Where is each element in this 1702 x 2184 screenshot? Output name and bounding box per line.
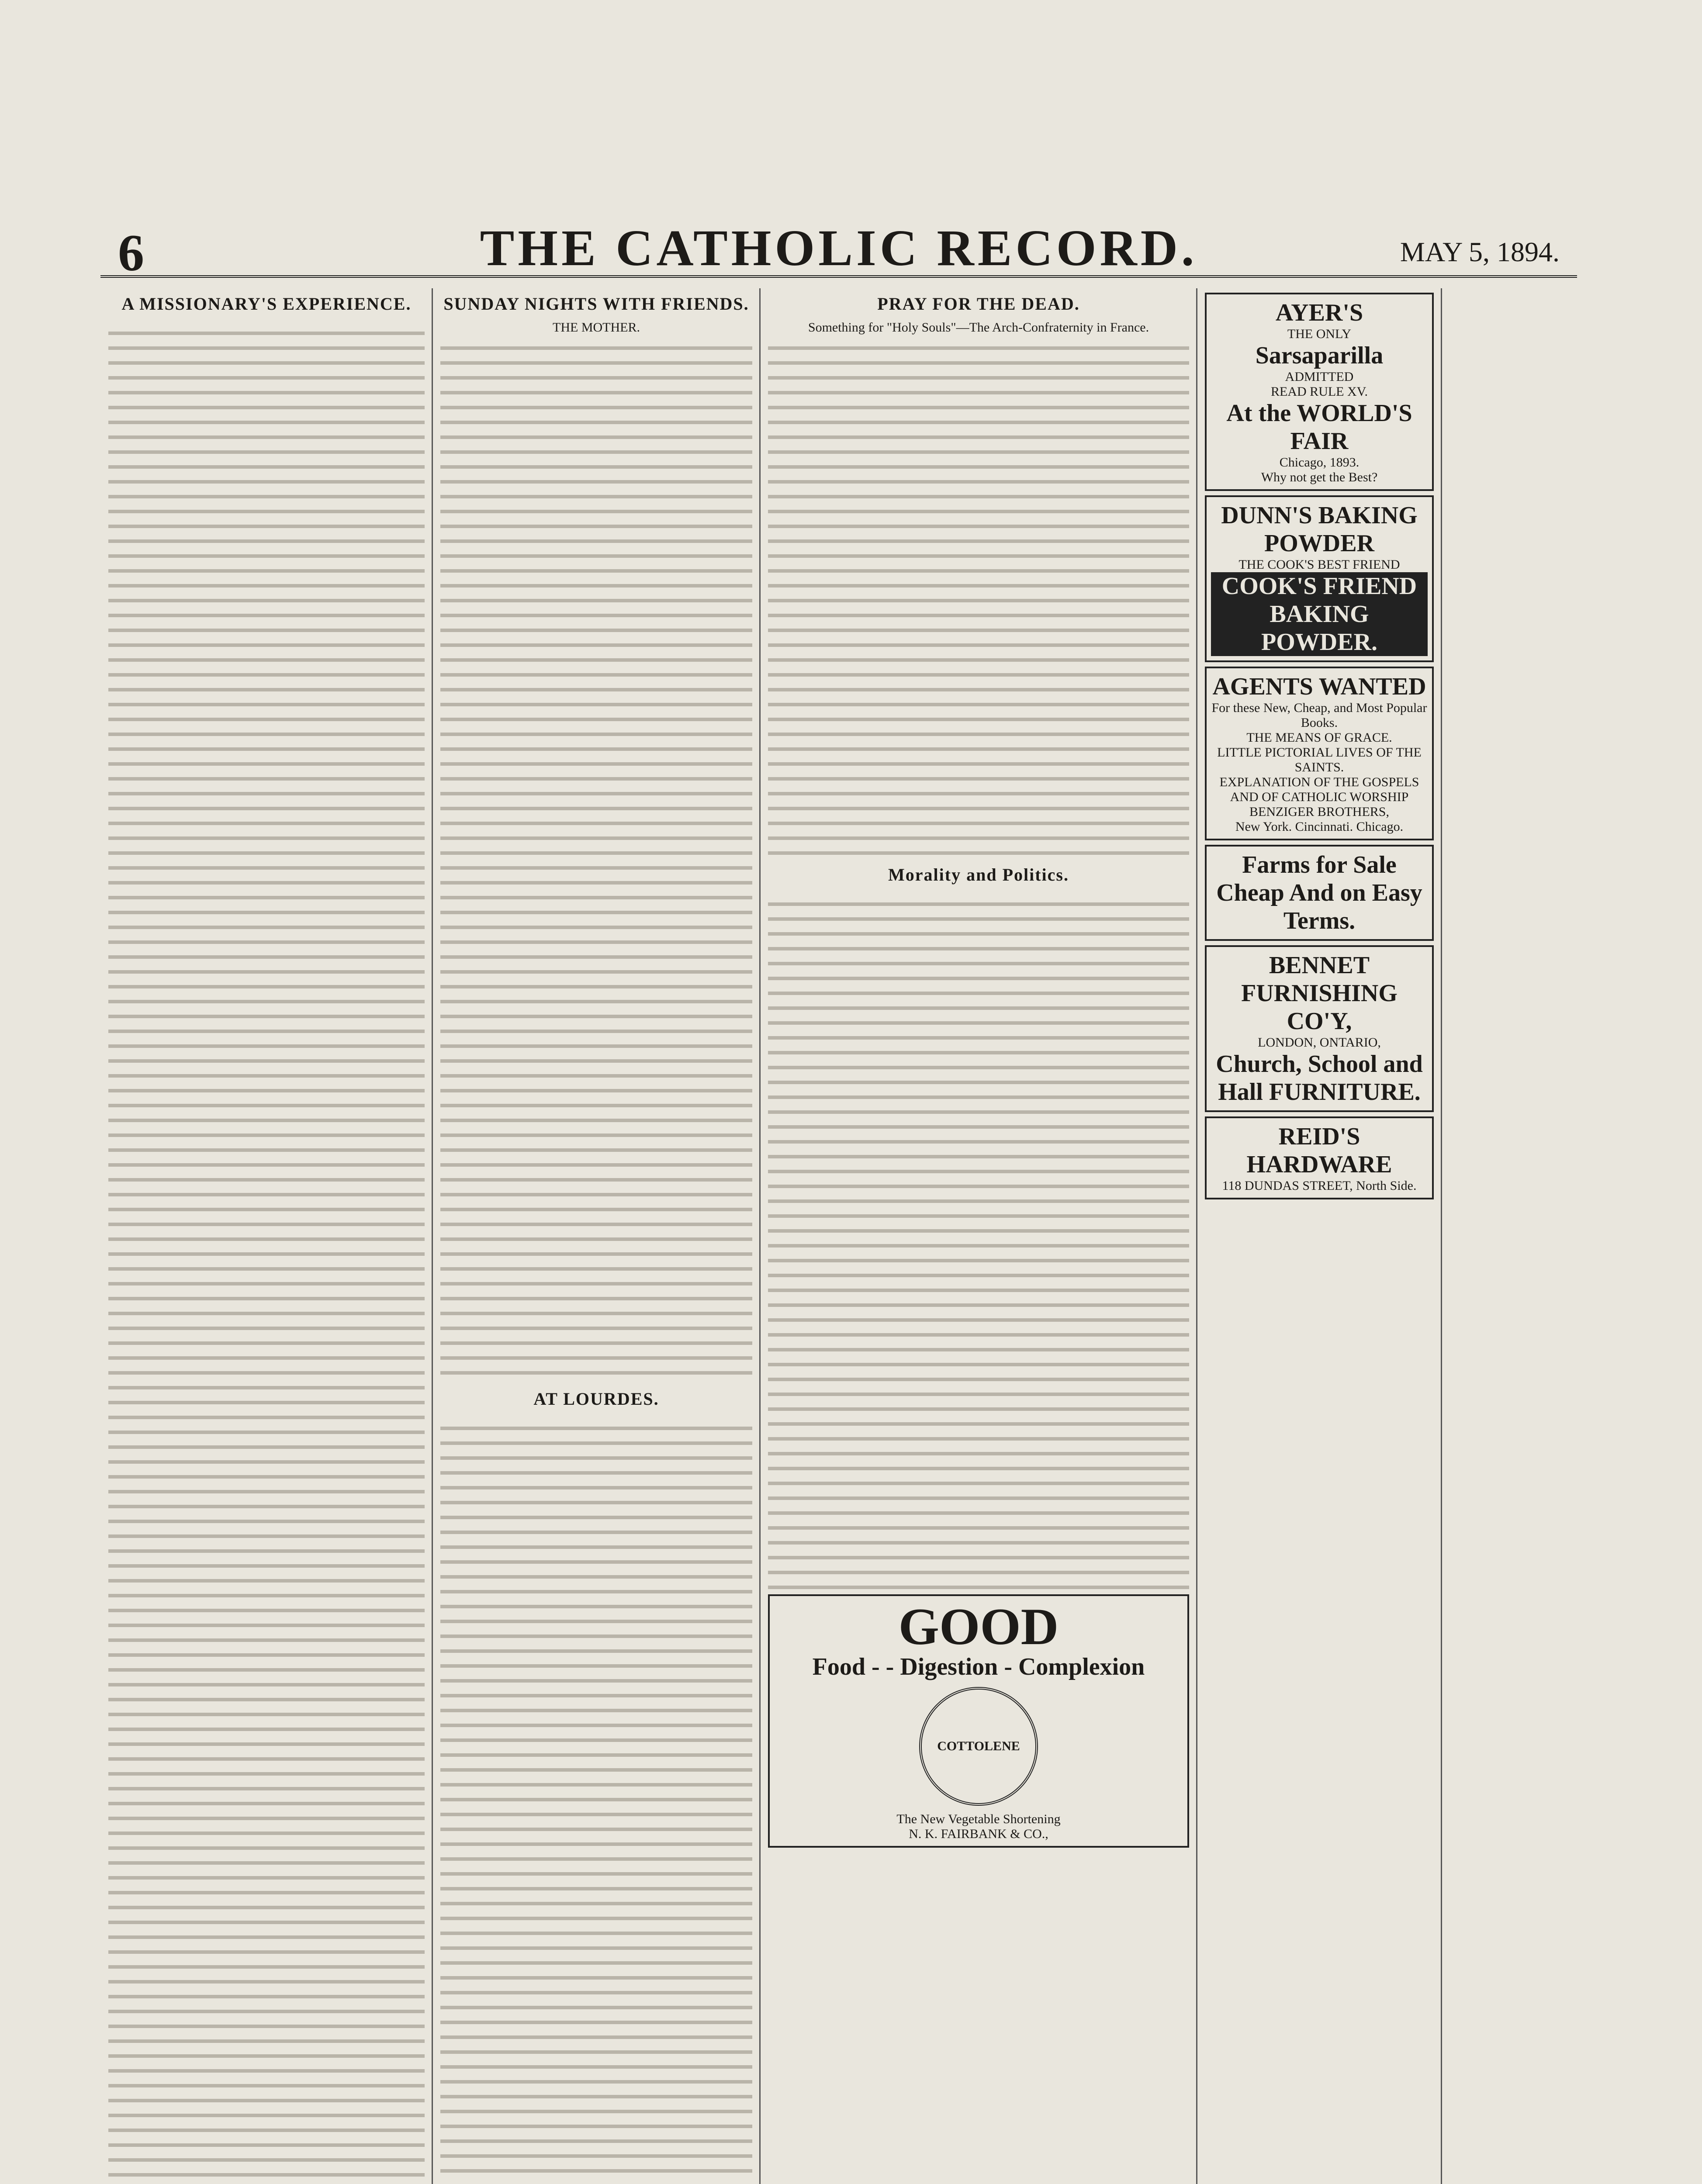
farms-ad xyxy=(1205,845,1434,941)
ayers-rule: READ RULE XV. xyxy=(1271,384,1368,399)
dunns-title: DUNN'S BAKING POWDER xyxy=(1221,502,1418,557)
good-text: Food - - Digestion - Complexion xyxy=(812,1653,1145,1680)
ayers-admitted: ADMITTED xyxy=(1285,370,1354,384)
bennet-ad xyxy=(1205,945,1434,1112)
column-3 xyxy=(760,288,1197,1852)
article-subheading: Something for "Holy Souls"—The Arch-Confraternity in France. xyxy=(808,320,1149,335)
ayers-name: Sarsaparilla xyxy=(1255,342,1384,369)
book-grace: THE MEANS OF GRACE. xyxy=(1246,730,1392,745)
newspaper-title: THE CATHOLIC RECORD. xyxy=(480,219,1198,276)
article-body-placeholder xyxy=(768,891,1189,1590)
agents-title: AGENTS WANTED xyxy=(1212,673,1426,700)
article-heading: AT LOURDES. xyxy=(533,1389,659,1409)
ayers-ad xyxy=(1205,293,1434,491)
article-body-placeholder xyxy=(440,335,752,1383)
ayers-sub: THE ONLY xyxy=(1287,327,1352,341)
farms-title: Farms for Sale Cheap And on Easy Terms. xyxy=(1216,851,1422,934)
article-body-placeholder xyxy=(768,335,1189,859)
reid-address: 118 DUNDAS STREET, North Side. xyxy=(1222,1178,1417,1193)
article-heading: PRAY FOR THE DEAD. xyxy=(877,294,1080,314)
bennet-title: BENNET FURNISHING CO'Y, xyxy=(1241,952,1398,1035)
dunns-sub: THE COOK'S BEST FRIEND xyxy=(1238,557,1400,572)
cottolene-maker: N. K. FAIRBANK & CO., xyxy=(909,1827,1048,1841)
agents-sub: For these New, Cheap, and Most Popular Books. xyxy=(1211,701,1427,730)
book-lives: LITTLE PICTORIAL LIVES OF THE SAINTS. xyxy=(1217,745,1422,774)
bennet-city: LONDON, ONTARIO, xyxy=(1258,1035,1381,1050)
ayers-best: Why not get the Best? xyxy=(1261,470,1378,484)
publisher-cities: New York. Cincinnati. Chicago. xyxy=(1235,819,1404,834)
column-1 xyxy=(100,288,432,2184)
good-headline: GOOD xyxy=(898,1597,1059,1655)
dunns-ad xyxy=(1205,495,1434,662)
publisher: BENZIGER BROTHERS, xyxy=(1249,805,1389,819)
article-subheading: THE MOTHER. xyxy=(553,320,640,335)
good-digestion-ad xyxy=(768,1594,1189,1848)
ayers-city: Chicago, 1893. xyxy=(1279,455,1360,470)
ayers-title: AYER'S xyxy=(1275,299,1363,326)
reid-title: REID'S HARDWARE xyxy=(1246,1123,1392,1178)
issue-date: MAY 5, 1894. xyxy=(1400,236,1560,267)
reid-ad xyxy=(1205,1116,1434,1199)
masthead xyxy=(100,205,1577,282)
bennet-goods: Church, School and Hall FURNITURE. xyxy=(1216,1051,1423,1106)
column-2 xyxy=(432,288,760,2184)
page-number: 6 xyxy=(118,224,144,282)
book-explanation: EXPLANATION OF THE GOSPELS AND OF CATHOLIC WORSHIP xyxy=(1219,775,1419,804)
article-heading: A MISSIONARY'S EXPERIENCE. xyxy=(121,294,412,314)
column-4-ads xyxy=(1197,288,1442,1204)
cottolene-logo: COTTOLENE xyxy=(919,1687,1038,1806)
cooks-friend: COOK'S FRIEND BAKING POWDER. xyxy=(1211,572,1428,656)
article-heading: SUNDAY NIGHTS WITH FRIENDS. xyxy=(443,294,749,314)
ayers-fair: At the WORLD'S FAIR xyxy=(1226,400,1412,455)
article-heading: Morality and Politics. xyxy=(888,865,1069,885)
article-body-placeholder xyxy=(440,1415,752,2184)
article-body-placeholder xyxy=(108,320,425,2184)
agents-ad xyxy=(1205,667,1434,840)
cottolene-subtitle: The New Vegetable Shortening xyxy=(896,1812,1061,1826)
